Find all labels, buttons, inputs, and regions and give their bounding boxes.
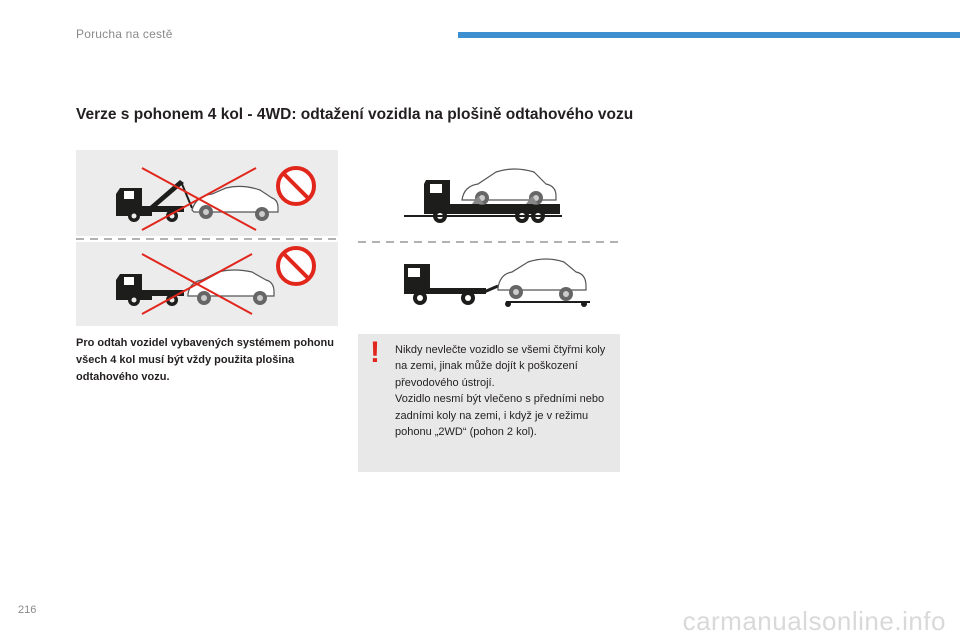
- prohibition-icon: [278, 248, 314, 284]
- chapter-title: Porucha na cestě: [76, 27, 173, 41]
- warning-box: [358, 334, 620, 472]
- body-paragraph: Pro odtah vozidel vybavených systémem pohonu všech 4 kol musí být vždy použita plošina odtahového vozu.: [76, 337, 334, 383]
- exclamation-icon: !: [370, 336, 380, 369]
- car-on-flatbed-icon: [462, 169, 556, 205]
- prohibited-towing-illustration: [76, 150, 338, 326]
- page-number: 216: [18, 604, 37, 616]
- prohibition-icon: [278, 168, 314, 204]
- warning-paragraph: Nikdy nevlečte vozidlo se všemi čtyřmi koly na zemi, jinak může dojít k poškození převodového ústrojí.: [395, 344, 606, 389]
- header-accent-bar: [458, 32, 960, 38]
- allowed-towing-illustration: [358, 150, 620, 326]
- warning-text: [395, 342, 615, 440]
- watermark: carmanualsonline.info: [682, 606, 946, 636]
- car-on-dolly-icon: [498, 259, 590, 307]
- tow-truck-dolly-icon: [404, 264, 498, 305]
- section-title: Verze s pohonem 4 kol - 4WD: odtažení vozidla na plošině odtahového vozu: [76, 106, 634, 123]
- warning-paragraph: Vozidlo nesmí být vlečeno s předními nebo zadními koly na zemi, i když je v režimu pohonu „2WD“ (pohon 2 kol).: [395, 393, 605, 439]
